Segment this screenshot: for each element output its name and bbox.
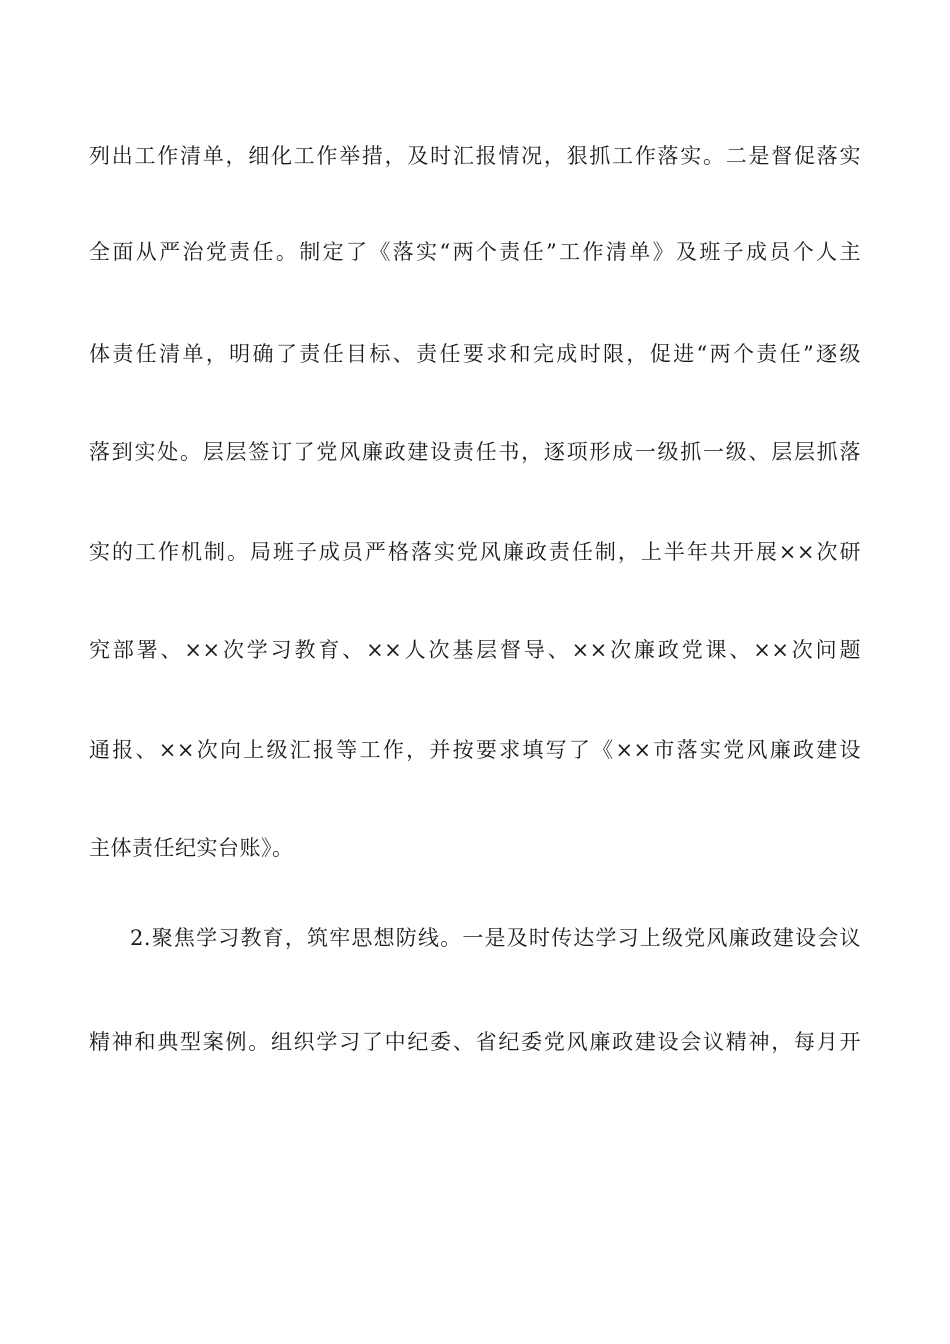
text-line-1: 列出工作清单，细化工作举措，及时汇报情况，狠抓工作落实。二是督促落实	[89, 144, 861, 168]
text-line-4: 落到实处。层层签订了党风廉政建设责任书，逐项形成一级抓一级、层层抓落	[89, 440, 861, 464]
text-line-10: 精神和典型案例。组织学习了中纪委、省纪委党风廉政建设会议精神，每月开	[89, 1030, 861, 1054]
text-line-6: 究部署、××次学习教育、××人次基层督导、××次廉政党课、××次问题	[89, 638, 861, 662]
text-line-8: 主体责任纪实台账》。	[89, 836, 294, 860]
text-line-7: 通报、××次向上级汇报等工作，并按要求填写了《××市落实党风廉政建设	[89, 738, 861, 762]
text-line-3: 体责任清单，明确了责任目标、责任要求和完成时限，促进“两个责任”逐级	[89, 342, 861, 366]
text-line-5: 实的工作机制。局班子成员严格落实党风廉政责任制，上半年共开展××次研	[89, 540, 861, 564]
text-line-2: 全面从严治党责任。制定了《落实“两个责任”工作清单》及班子成员个人主	[89, 240, 861, 264]
text-line-9: 2.聚焦学习教育，筑牢思想防线。一是及时传达学习上级党风廉政建设会议	[130, 926, 861, 950]
